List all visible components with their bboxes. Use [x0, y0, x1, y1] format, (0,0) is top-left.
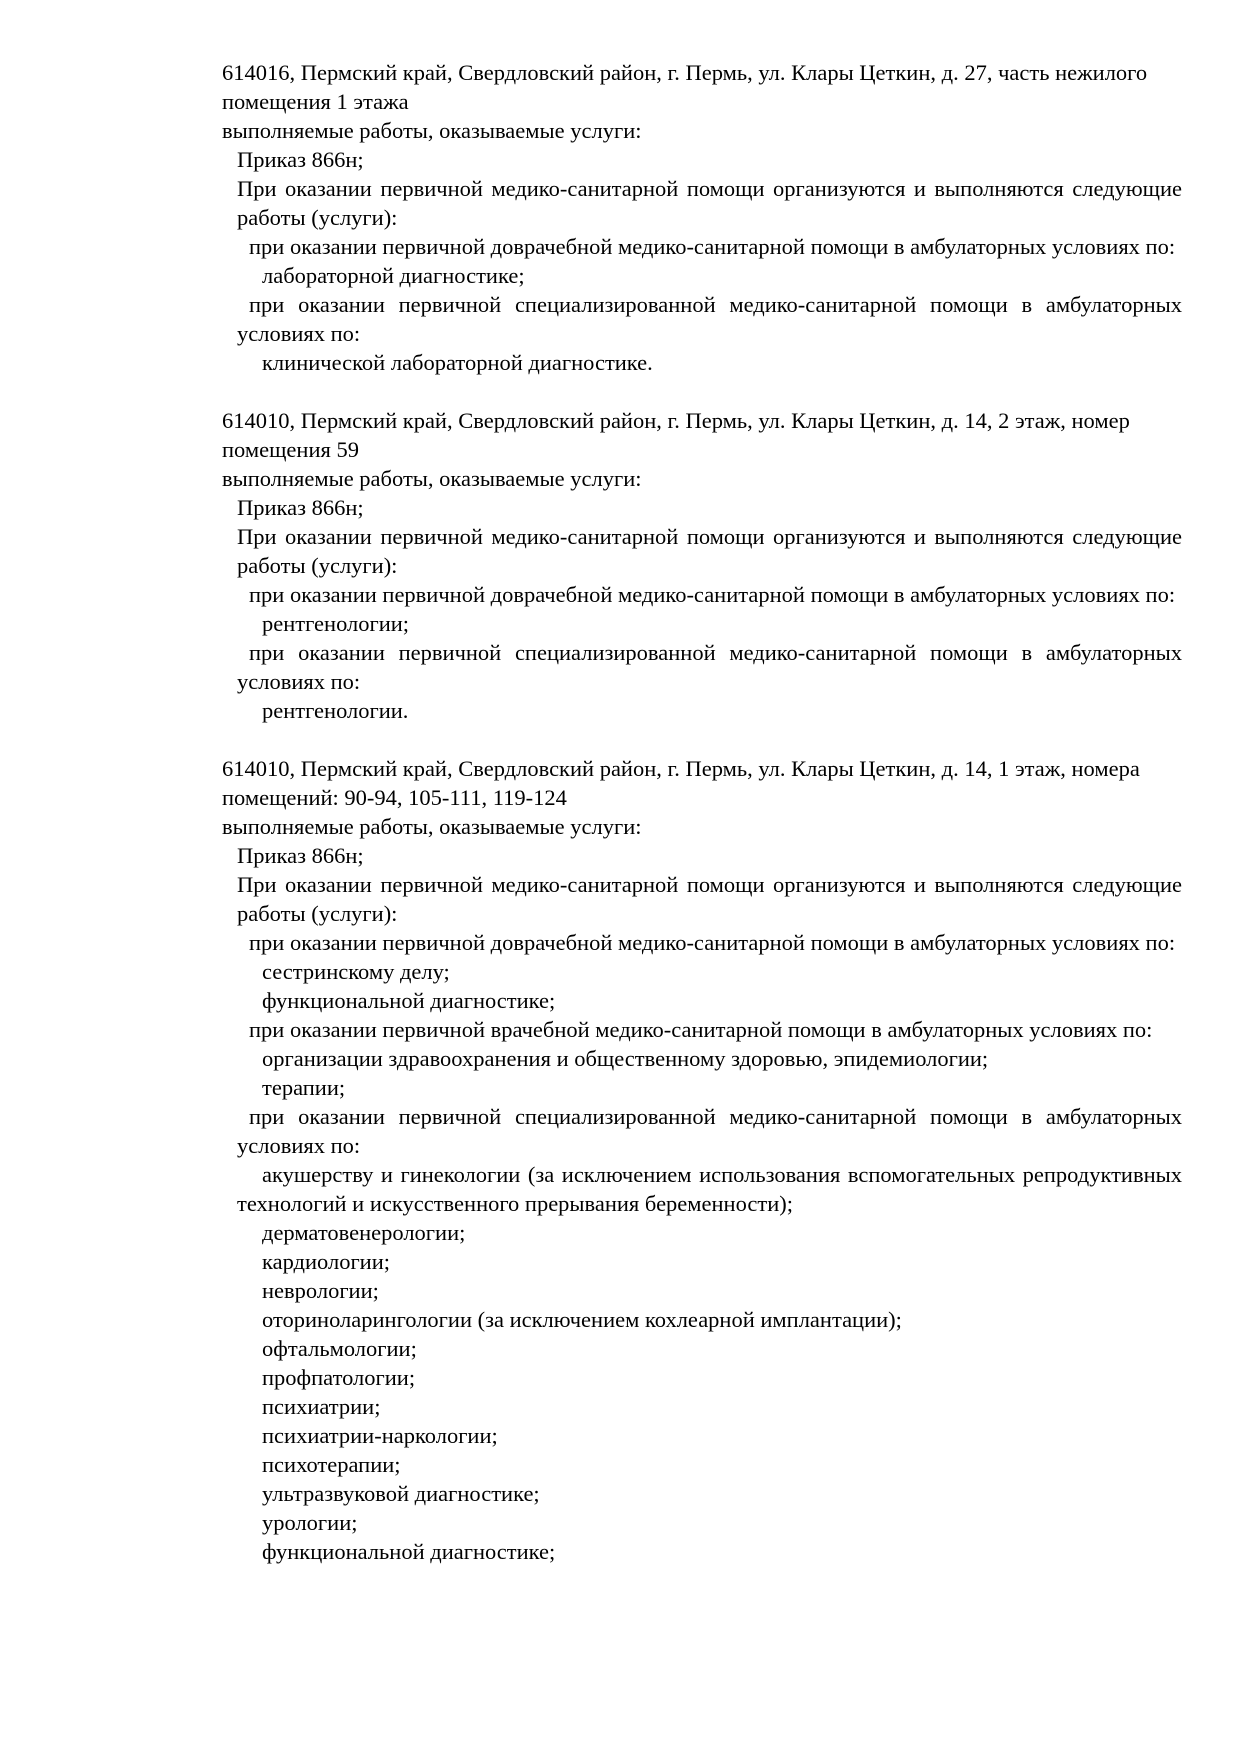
service-item: функциональной диагностике; [262, 988, 556, 1013]
service-item: неврологии; [262, 1278, 379, 1303]
service-item: кардиологии; [262, 1249, 391, 1274]
service-item: рентгенологии. [262, 698, 409, 723]
order-reference: Приказ 866н; [237, 147, 364, 172]
service-item: психиатрии-наркологии; [262, 1423, 498, 1448]
care-level-heading: при оказании первичной доврачебной медико-санитарной помощи в амбулаторных условиях по: [249, 582, 1176, 607]
order-reference: Приказ 866н; [237, 495, 364, 520]
service-item: урологии; [262, 1510, 358, 1535]
order-reference: Приказ 866н; [237, 843, 364, 868]
service-item: психотерапии; [262, 1452, 401, 1477]
address-section [222, 754, 1182, 1566]
service-item: организации здравоохранения и общественному здоровью, эпидемиологии; [262, 1046, 989, 1071]
service-item: дерматовенерологии; [262, 1220, 466, 1245]
service-item: акушерству и гинекологии (за исключением использования вспомогательных репродуктивных технологий и искусственного прерывания беременности); [237, 1162, 1182, 1216]
document-page [222, 58, 1182, 1595]
address-section [222, 406, 1182, 725]
service-item: профпатологии; [262, 1365, 416, 1390]
care-level-heading: при оказании первичной специализированной медико-санитарной помощи в амбулаторных условиях по: [237, 292, 1182, 346]
address: 614016, Пермский край, Свердловский район, г. Пермь, ул. Клары Цеткин, д. 27, часть нежилого помещения 1 этажа [222, 60, 1148, 114]
service-item: психиатрии; [262, 1394, 381, 1419]
care-level-heading: при оказании первичной доврачебной медико-санитарной помощи в амбулаторных условиях по: [249, 930, 1176, 955]
address: 614010, Пермский край, Свердловский район, г. Пермь, ул. Клары Цеткин, д. 14, 1 этаж, номера помещений: 90-94, 105-111, 119-124 [222, 756, 1140, 810]
services-heading: выполняемые работы, оказываемые услуги: [222, 466, 642, 491]
services-heading: выполняемые работы, оказываемые услуги: [222, 118, 642, 143]
intro-paragraph: При оказании первичной медико-санитарной помощи организуются и выполняются следующие работы (услуги): [237, 524, 1182, 578]
care-level-heading: при оказании первичной специализированной медико-санитарной помощи в амбулаторных условиях по: [237, 640, 1182, 694]
intro-paragraph: При оказании первичной медико-санитарной помощи организуются и выполняются следующие работы (услуги): [237, 176, 1182, 230]
care-level-heading: при оказании первичной специализированной медико-санитарной помощи в амбулаторных условиях по: [237, 1104, 1182, 1158]
service-item: ультразвуковой диагностике; [262, 1481, 540, 1506]
service-item: клинической лабораторной диагностике. [262, 350, 653, 375]
service-item: сестринскому делу; [262, 959, 450, 984]
care-level-heading: при оказании первичной врачебной медико-санитарной помощи в амбулаторных условиях по: [249, 1017, 1153, 1042]
service-item: офтальмологии; [262, 1336, 417, 1361]
service-item: терапии; [262, 1075, 346, 1100]
services-heading: выполняемые работы, оказываемые услуги: [222, 814, 642, 839]
service-item: функциональной диагностике; [262, 1539, 556, 1564]
address: 614010, Пермский край, Свердловский район, г. Пермь, ул. Клары Цеткин, д. 14, 2 этаж, номер помещения 59 [222, 408, 1130, 462]
service-item: лабораторной диагностике; [262, 263, 525, 288]
care-level-heading: при оказании первичной доврачебной медико-санитарной помощи в амбулаторных условиях по: [249, 234, 1176, 259]
service-item: оториноларингологии (за исключением кохлеарной имплантации); [262, 1307, 902, 1332]
service-item: рентгенологии; [262, 611, 410, 636]
intro-paragraph: При оказании первичной медико-санитарной помощи организуются и выполняются следующие работы (услуги): [237, 872, 1182, 926]
address-section [222, 58, 1182, 377]
